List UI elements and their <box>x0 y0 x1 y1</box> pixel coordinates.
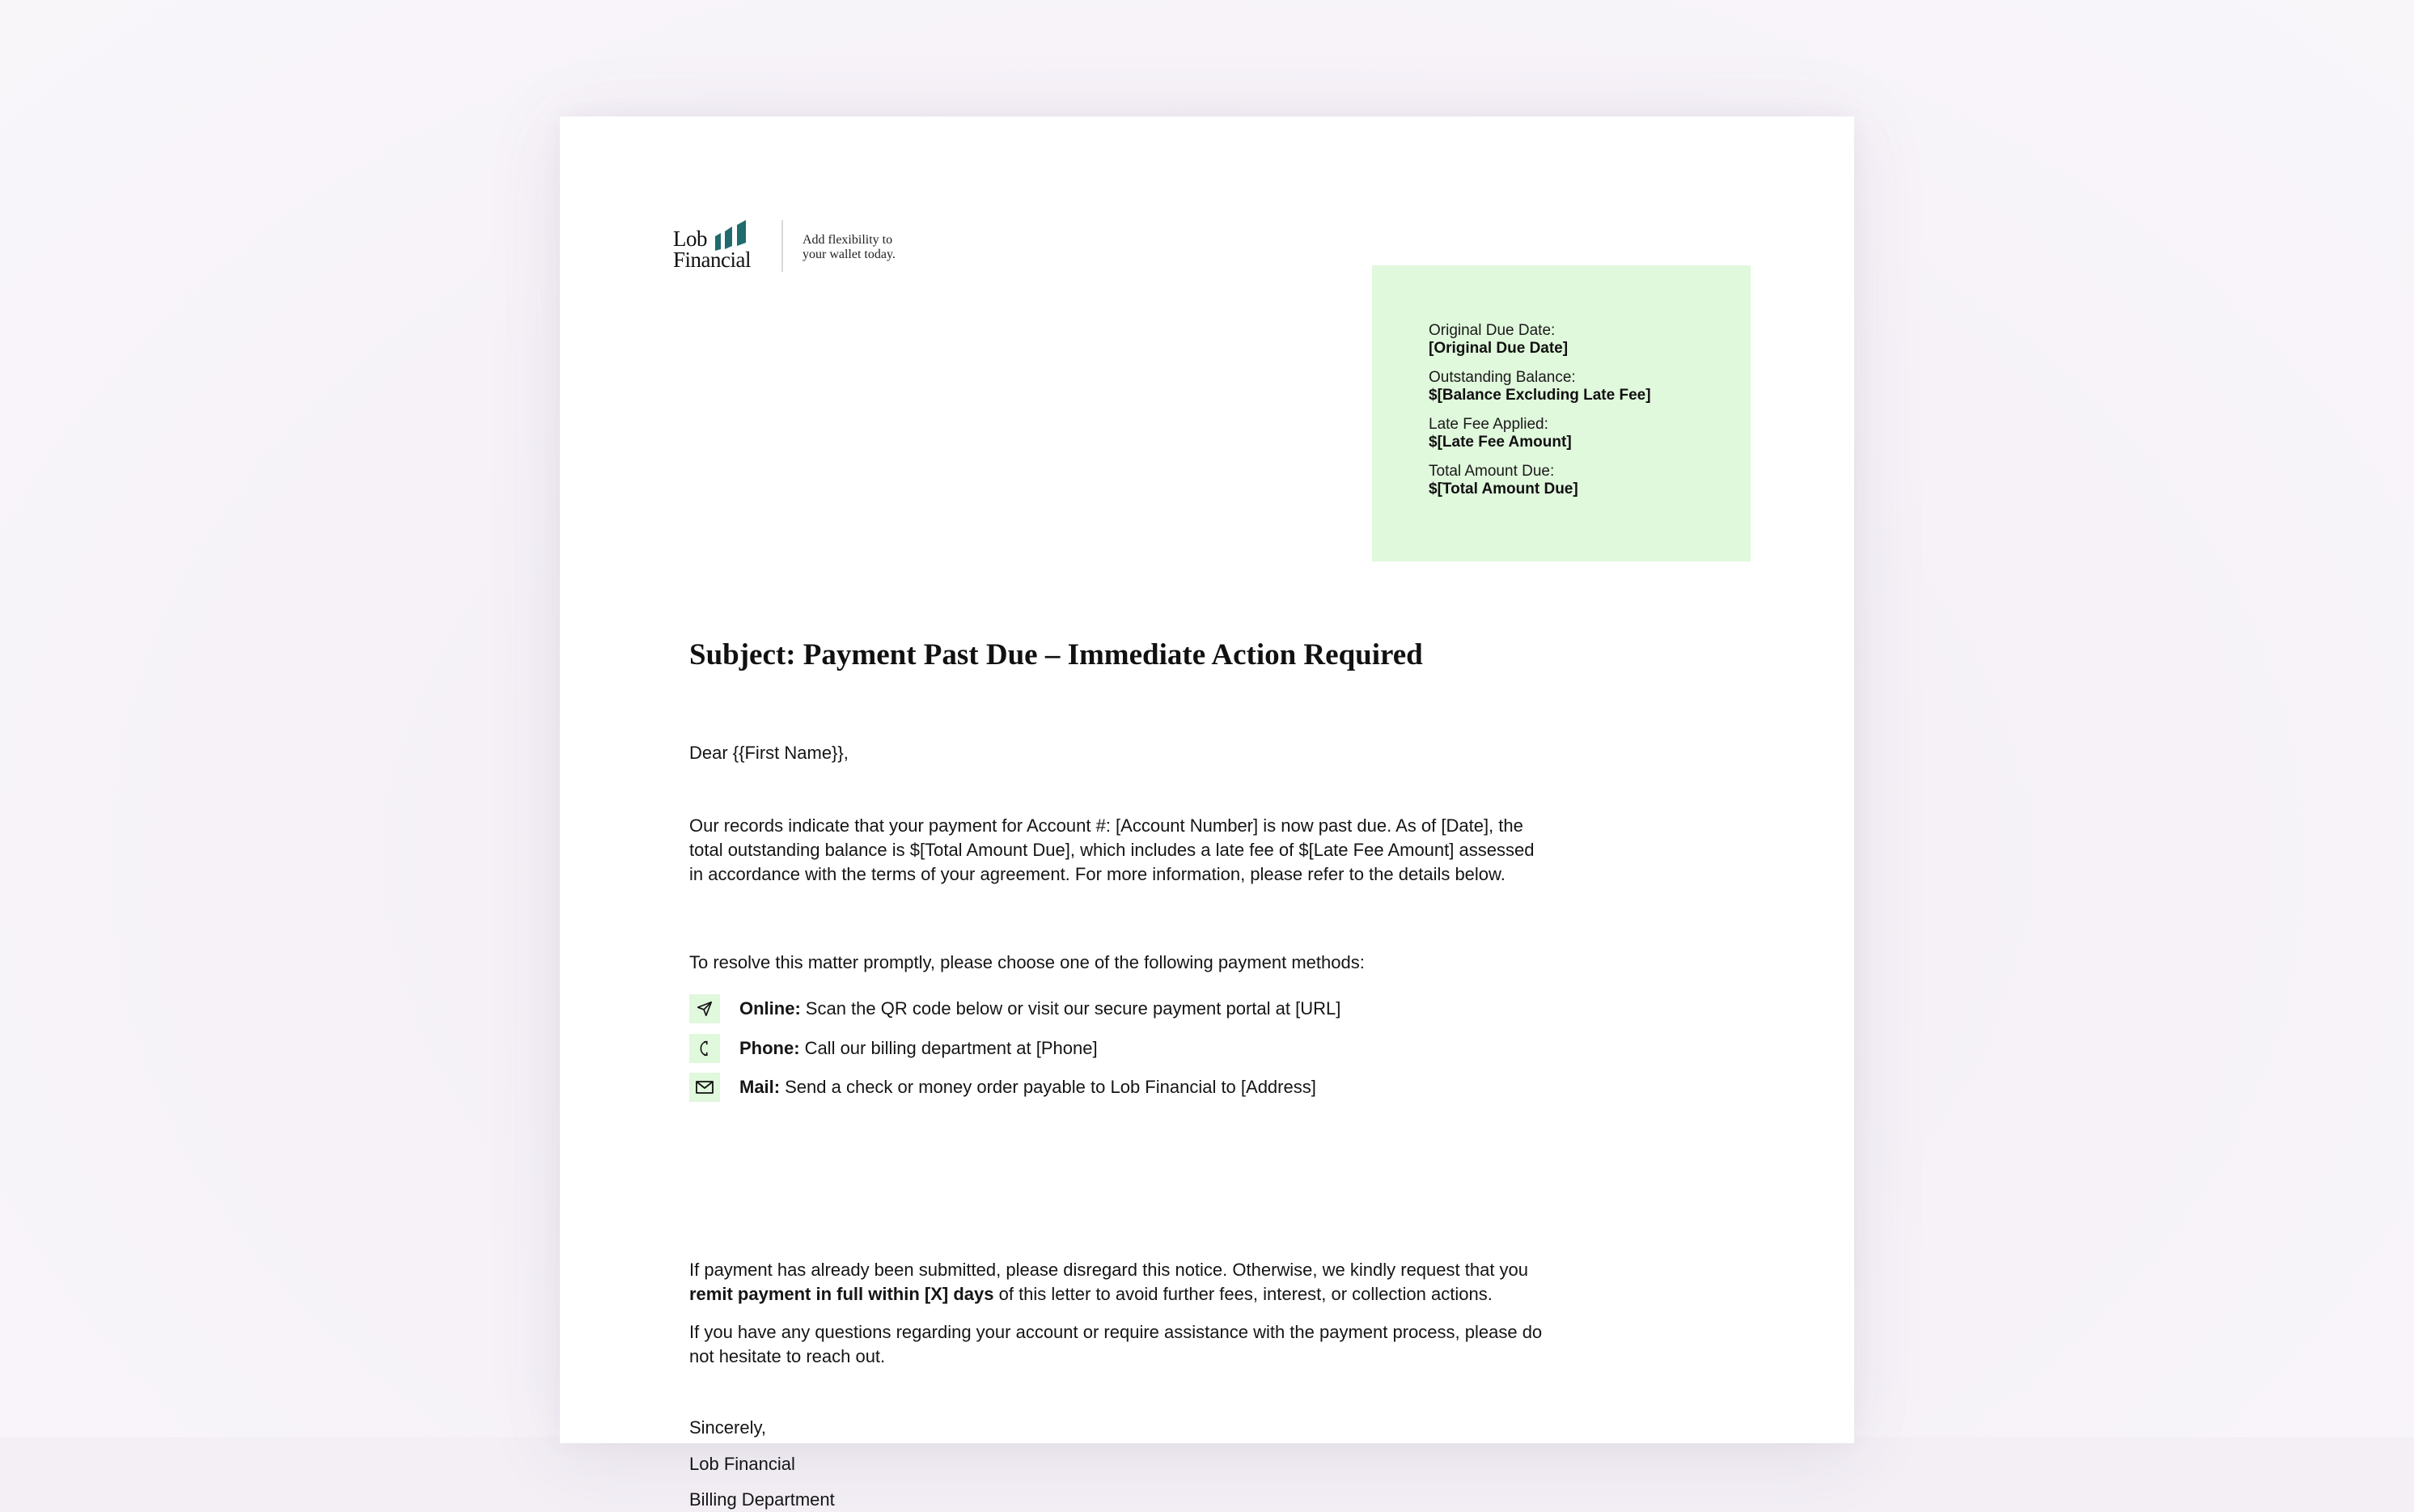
method-label: Mail: <box>739 1077 781 1097</box>
letter-greeting: Dear {{First Name}}, <box>689 743 849 763</box>
logo-word-lob: Lob <box>673 227 707 251</box>
payment-notice-paragraph <box>689 1258 1587 1307</box>
method-text: Call our billing department at [Phone] <box>804 1038 1098 1058</box>
notice-line: If payment has already been submitted, please disregard this notice. Otherwise, we kindly request that you <box>689 1260 1529 1280</box>
notice-rest: of this letter to avoid further fees, interest, or collection actions. <box>993 1284 1493 1304</box>
questions-line: not hesitate to reach out. <box>689 1346 886 1366</box>
letterhead-tagline <box>803 233 964 262</box>
summary-label: Late Fee Applied: <box>1429 416 1548 433</box>
summary-value: [Original Due Date] <box>1429 340 1569 357</box>
payment-method-mail <box>689 1073 1316 1102</box>
summary-label: Total Amount Due: <box>1429 463 1555 480</box>
tagline-line-2: your wallet today. <box>803 248 896 261</box>
questions-paragraph <box>689 1320 1587 1369</box>
intro-line: in accordance with the terms of your agreement. For more information, please refer to the details below. <box>689 864 1506 884</box>
phone-icon <box>689 1034 720 1063</box>
notice-line-2 <box>689 1282 1587 1307</box>
letter-closing: Sincerely, <box>689 1417 766 1438</box>
signature-department: Billing Department <box>689 1489 835 1510</box>
intro-line: Our records indicate that your payment for Account #: [Account Number] is now past due. As of [Date], the <box>689 815 1523 836</box>
summary-value: $[Total Amount Due] <box>1429 481 1578 498</box>
payment-methods-intro: To resolve this matter promptly, please choose one of the following payment methods: <box>689 952 1365 972</box>
questions-line: If you have any questions regarding your account or require assistance with the payment process, please do <box>689 1322 1543 1342</box>
intro-paragraph <box>689 814 1587 887</box>
method-label: Phone: <box>739 1038 800 1058</box>
tagline-line-1: Add flexibility to <box>803 233 893 247</box>
method-text: Scan the QR code below or visit our secure payment portal at [URL] <box>805 998 1341 1019</box>
send-icon <box>689 994 720 1023</box>
letterhead-divider <box>781 220 783 272</box>
summary-value: $[Balance Excluding Late Fee] <box>1429 387 1651 404</box>
letter-subject: Subject: Payment Past Due – Immediate Action Required <box>689 638 1423 671</box>
method-label: Online: <box>739 998 801 1019</box>
summary-label: Outstanding Balance: <box>1429 369 1576 386</box>
summary-value: $[Late Fee Amount] <box>1429 434 1572 451</box>
signature-company: Lob Financial <box>689 1454 795 1474</box>
summary-outstanding-balance <box>1429 369 1736 404</box>
account-summary-box <box>1372 265 1751 561</box>
summary-late-fee <box>1429 416 1736 451</box>
intro-line: total outstanding balance is $[Total Amount Due], which includes a late fee of $[Late Fee Amount] assessed <box>689 840 1535 860</box>
logo-mark-icon <box>714 220 751 251</box>
logo-word-financial: Financial <box>673 248 751 272</box>
method-text: Send a check or money order payable to Lob Financial to [Address] <box>785 1077 1316 1097</box>
payment-method-phone <box>689 1034 1098 1063</box>
mail-icon <box>689 1073 720 1102</box>
letter-page <box>560 116 1854 1510</box>
notice-emphasis: remit payment in full within [X] days <box>689 1284 994 1304</box>
summary-total-amount-due <box>1429 463 1736 498</box>
summary-label: Original Due Date: <box>1429 322 1556 339</box>
payment-method-online <box>689 994 1340 1023</box>
summary-original-due-date <box>1429 322 1736 358</box>
lob-financial-logo <box>673 220 770 273</box>
